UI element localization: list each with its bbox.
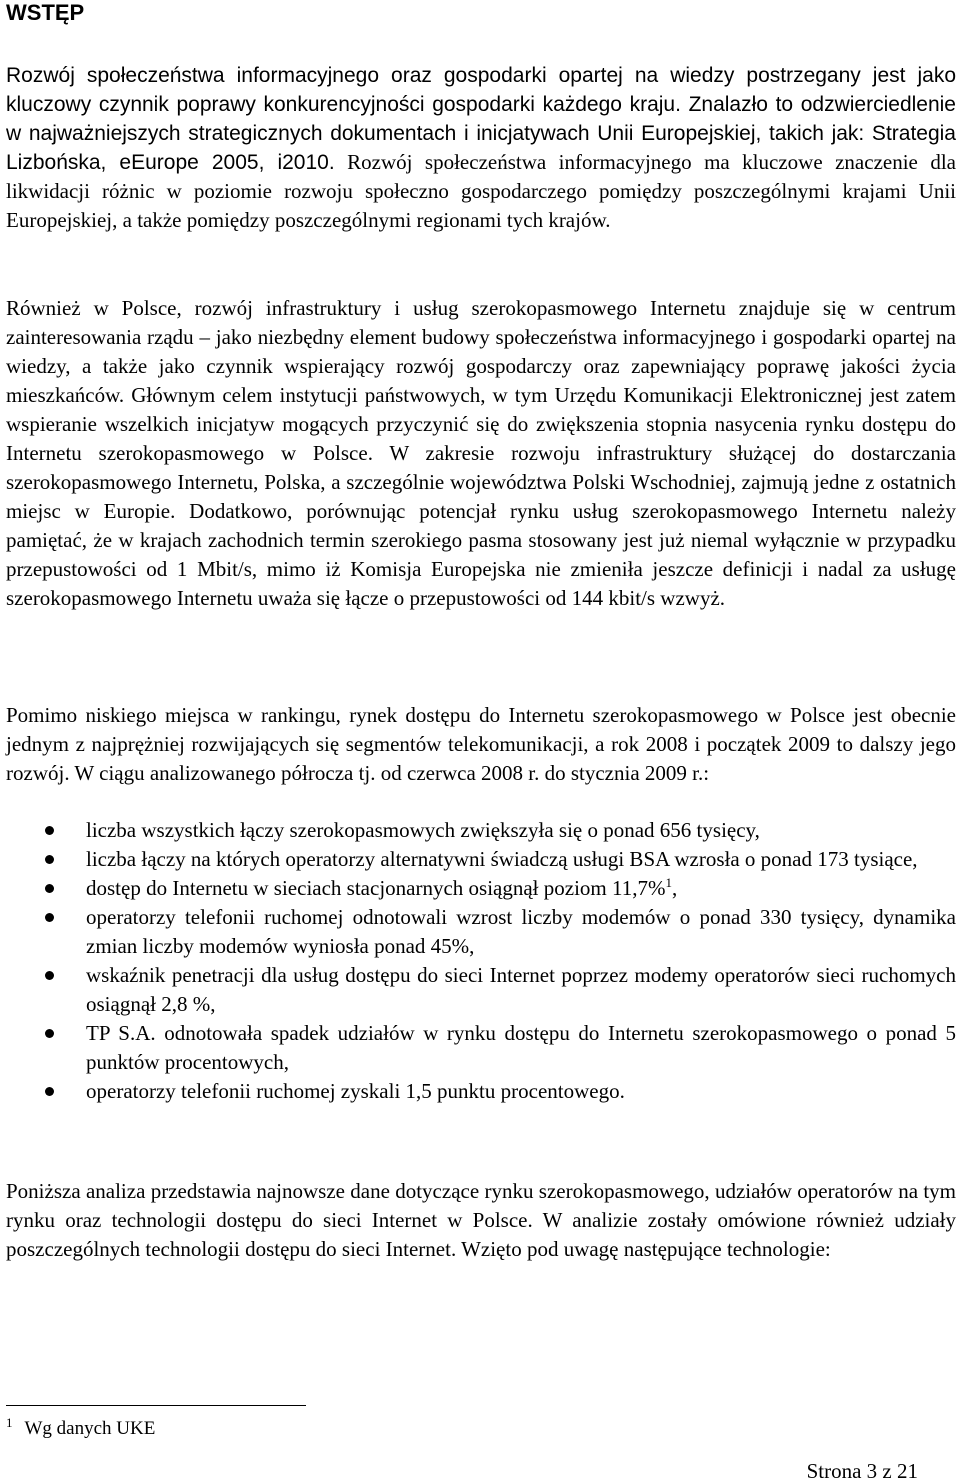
bullet-icon	[45, 1029, 54, 1038]
list-item: liczba wszystkich łączy szerokopasmowych zwiększyła się o ponad 656 tysięcy,	[0, 816, 956, 845]
section-heading: WSTĘP	[6, 0, 85, 25]
list-item: liczba łączy na których operatorzy alternatywni świadczą usługi BSA wzrosła o ponad 173 tysiące,	[0, 845, 956, 874]
list-item: wskaźnik penetracji dla usług dostępu do sieci Internet poprzez modemy operatorów sieci ruchomych osiągnął 2,8 %,	[0, 961, 956, 1019]
market-facts-list	[0, 816, 956, 1106]
list-item: TP S.A. odnotowała spadek udziałów w rynku dostępu do Internetu szerokopasmowego o ponad 5 punktów procentowych,	[0, 1019, 956, 1077]
poland-broadband-paragraph: Również w Polsce, rozwój infrastruktury i usług szerokopasmowego Internetu znajduje się w centrum zainteresowania rządu – jako niezbędny element budowy społeczeństwa informacyjnego i gospodarki opartej na wiedzy, a także jako czynnik wspierający rozwój gospodarczy oraz zapewniający poprawę jakości życia mieszkańców. Głównym celem instytucji państwowych, w tym Urzędu Komunikacji Elektronicznej jest zatem wspieranie wszelkich inicjatyw mogących przyczynić się do zwiększenia stopnia nasycenia rynku dostępu do Internetu szerokopasmowego w Polsce. W zakresie rozwoju infrastruktury służącej do dostarczania szerokopasmowego Internetu, Polska, a szczególnie województwa Polski Wschodniej, zajmują jedne z ostatnich miejsc w Europie. Dodatkowo, porównując potencjał rynku usług szerokopasmowego Internetu należy pamiętać, że w krajach zachodnich termin szerokiego pasma stosowany jest już niemal wyłącznie w przypadku przepustowości od 1 Mbit/s, mimo iż Komisja Europejska nie zmieniła jeszcze definicji i nadal za usługę szerokopasmowego Internetu uważa się łącze o przepustowości od 144 kbit/s wzwyż.	[6, 296, 956, 610]
market-growth-paragraph: Pomimo niskiego miejsca w rankingu, rynek dostępu do Internetu szerokopasmowego w Polsce jest obecnie jednym z najprężniej rozwijających się segmentów telekomunikacji, a rok 2008 i początek 2009 to dalszy jego rozwój. W ciągu analizowanego półrocza tj. od czerwca 2008 r. do stycznia 2009 r.:	[6, 703, 956, 785]
list-item: operatorzy telefonii ruchomej odnotowali wzrost liczby modemów o ponad 330 tysięcy, dynamika zmian liczby modemów wyniosła ponad 45%,	[0, 903, 956, 961]
intro-paragraph-serif-part: Rozwój społeczeństwa informacyjnego ma kluczowe znaczenie dla likwidacji różnic w poziomie rozwoju społeczno gospodarczego pomiędzy poszczególnymi krajami Unii Europejskiej, a także pomiędzy poszczególnymi regionami tych krajów.	[6, 150, 956, 232]
bullet-icon	[45, 826, 54, 835]
bullet-icon	[45, 1087, 54, 1096]
page-number: Strona 3 z 21	[806, 1459, 918, 1483]
intro-paragraph	[6, 61, 956, 235]
footnote-reference[interactable]: 1	[665, 875, 672, 890]
bullet-icon	[45, 855, 54, 864]
footnote-text: Wg danych UKE	[24, 1418, 156, 1439]
bullet-icon	[45, 913, 54, 922]
analysis-scope-paragraph: Poniższa analiza przedstawia najnowsze dane dotyczące rynku szerokopasmowego, udziałów operatorów na tym rynku oraz technologii dostępu do sieci Internet w Polsce. W analizie zostały omówione również udziały poszczególnych technologii dostępu do sieci Internet. Wzięto pod uwagę następujące technologie:	[6, 1179, 956, 1261]
intro-paragraph-sans-part: Rozwój społeczeństwa informacyjnego oraz gospodarki opartej na wiedzy postrzegany jest jako kluczowy czynnik poprawy konkurencyjności gospodarki każdego kraju. Znalazło to odzwierciedlenie w najważniejszych strategicznych dokumentach i inicjatywach Unii Europejskiej, takich jak: Strategia Lizbońska, eEurope 2005, i2010.	[6, 64, 956, 174]
bullet-icon	[45, 971, 54, 980]
list-item: operatorzy telefonii ruchomej zyskali 1,5 punktu procentowego.	[0, 1077, 956, 1106]
list-item: dostęp do Internetu w sieciach stacjonarnych osiągnął poziom 11,7%$^1$,	[0, 874, 956, 903]
footnote	[6, 1414, 156, 1441]
footnote-number: 1	[6, 1414, 13, 1430]
footnote-divider	[6, 1405, 306, 1406]
bullet-icon	[45, 884, 54, 893]
